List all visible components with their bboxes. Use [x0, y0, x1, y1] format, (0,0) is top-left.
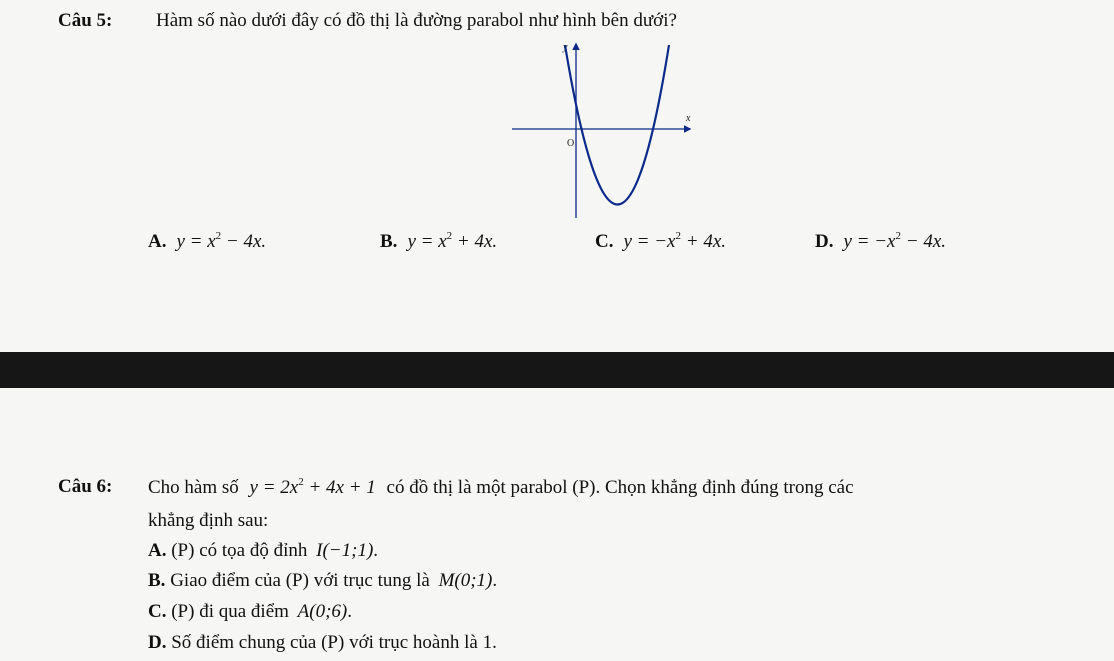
q6-option-b[interactable]: B. Giao điểm của (P) với trục tung là M(0;1).	[148, 570, 498, 591]
q5-option-d-letter: D.	[815, 231, 834, 252]
parabola-curve	[565, 45, 669, 205]
question-6-intro-line2: khẳng định sau:	[148, 510, 269, 531]
question-6-intro: Cho hàm số $y = 2x^2 + 4x + 1$ có đồ thị là một parabol (P). Chọn khẳng định đúng trong các	[148, 476, 854, 498]
origin-label: O	[567, 138, 575, 149]
q5-option-c-letter: C.	[595, 231, 614, 252]
q5-option-c[interactable]	[595, 230, 726, 253]
question-5-text: Hàm số nào dưới đây có đồ thị là đường parabol như hình bên dưới?	[156, 10, 677, 31]
question-6-label: Câu 6:	[58, 476, 113, 497]
q5-option-a-equation: $y = x^2 - 4x$.	[176, 230, 267, 252]
question-6-function: $y = 2x^2 + 4x + 1$	[249, 476, 376, 498]
q5-option-c-equation: $y = -x^2 + 4x$.	[623, 230, 727, 252]
y-axis-label: y	[563, 42, 568, 53]
q5-option-b-letter: B.	[380, 231, 398, 252]
q5-option-b-equation: $y = x^2 + 4x$.	[407, 230, 498, 252]
x-axis-label: x	[686, 113, 691, 124]
question-5-label: Câu 5:	[58, 10, 113, 31]
q5-option-d-equation: $y = -x^2 - 4x$.	[843, 230, 947, 252]
black-separator-bar	[0, 352, 1114, 388]
q6-option-d[interactable]: D. Số điểm chung của (P) với trục hoành là 1.	[148, 632, 497, 653]
q5-option-a[interactable]	[148, 230, 266, 253]
q5-option-a-letter: A.	[148, 231, 167, 252]
q6-option-a[interactable]: A. (P) có tọa độ đỉnh I(−1;1).	[148, 540, 379, 561]
q6-option-c[interactable]: C. (P) đi qua điểm A(0;6).	[148, 601, 353, 622]
q5-option-d[interactable]	[815, 230, 946, 253]
q5-option-b[interactable]	[380, 230, 497, 253]
